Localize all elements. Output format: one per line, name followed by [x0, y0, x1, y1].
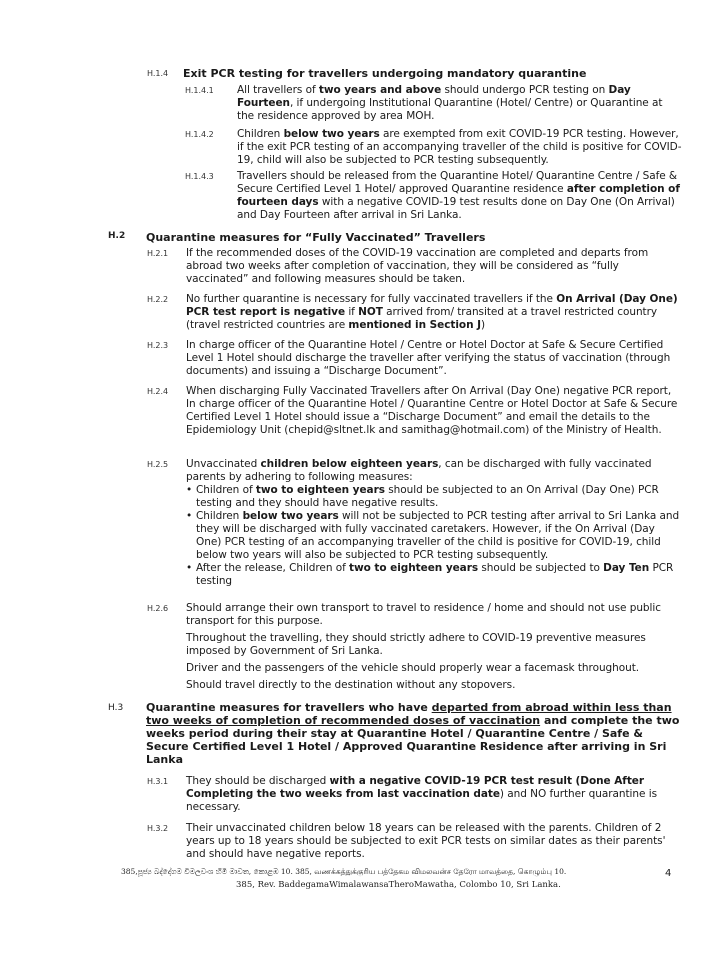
item-number: H.2.2 — [147, 295, 169, 304]
section-number: H.1.4 — [147, 69, 169, 78]
paragraph: They should be discharged with a negative COVID-19 PCR test result (Done After Completing the two weeks from last vaccination date) and NO further quarantine is necessary. — [186, 775, 657, 813]
item-number: H.2.5 — [147, 460, 169, 469]
paragraph: Children below two years are exempted from exit COVID-19 PCR testing. However, if the exit PCR testing of an accompanying traveller of the child is positive for COVID-19, child will also be subjected to PCR testing subsequently. — [237, 128, 682, 166]
bullet-list — [186, 484, 682, 588]
paragraph: In charge officer of the Quarantine Hotel / Centre or Hotel Doctor at Safe & Secure Certified Level 1 Hotel should discharge the traveller after verifying the status of vaccination (through documents) and issuing a “Discharge Document”. — [186, 339, 671, 377]
item-number: H.2.4 — [147, 387, 169, 396]
item-number: H.3.2 — [147, 824, 169, 833]
item-number: H.2.6 — [147, 604, 169, 613]
item-number: H.3.1 — [147, 777, 169, 786]
footer-address-english: 385, Rev. BaddegamaWimalawansaTheroMawatha, Colombo 10, Sri Lanka. — [236, 880, 561, 890]
paragraph: Travellers should be released from the Quarantine Hotel/ Quarantine Centre / Safe & Secure Certified Level 1 Hotel/ approved Quarantine residence after completion of fourteen days with a negative COVID-19 test results done on Day One (On Arrival) and Day Fourteen after arrival in Sri Lanka. — [237, 170, 680, 221]
item-number: H.1.4.2 — [185, 130, 214, 139]
paragraph: If the recommended doses of the COVID-19 vaccination are completed and departs from abroad two weeks after completion of vaccination, they will be considered as “fully vaccinated” and following measures should be taken. — [186, 247, 649, 285]
paragraph: No further quarantine is necessary for fully vaccinated travellers if the On Arrival (Day One) PCR test report is negative if NOT arrived from/ transited at a travel restricted country (travel restricted countries are mentioned in Section J) — [186, 293, 678, 331]
item-number: H.2.1 — [147, 249, 169, 258]
item-number: H.1.4.3 — [185, 172, 214, 181]
section-number: H.3 — [108, 703, 124, 713]
section-number: H.2 — [108, 231, 126, 241]
list-item: • After the release, Children of two to eighteen years should be subjected to Day Ten PCR testing — [186, 562, 682, 588]
paragraph: Should arrange their own transport to travel to residence / home and should not use public transport for this purpose. Throughout the travelling, they should strictly adhere to COVID-19 preventive measures imposed by Government of Sri Lanka. Driver and the passengers of the vehicle should properly wear a facemask throughout. Should travel directly to the destination without any stopovers. — [186, 602, 661, 691]
paragraph: Their unvaccinated children below 18 years can be released with the parents. Children of 2 years up to 18 years should be subjected to exit PCR tests on similar dates as their parents' and should have negative reports. — [186, 822, 666, 860]
item-number: H.2.3 — [147, 341, 169, 350]
section-heading: Quarantine measures for travellers who have departed from abroad within less than two weeks of completion of recommended doses of vaccination and complete the two weeks period during their stay at Quarantine Hotel / Quarantine Centre / Safe & Secure Certified Level 1 Hotel / Approved Quarantine Residence after arriving in Sri Lanka — [146, 701, 680, 766]
page-number: 4 — [665, 868, 672, 879]
footer-address-local: 385,පූජ්‍ය බද්දේගම විමලවංශ හිමි මාවත, කොළඹ 10. 385, வணக்கத்துக்குரிய பத்தேகம விமலவன்ச தேரோ மாவத்தை, கொழும்பு 10. — [121, 867, 567, 876]
paragraph: All travellers of two years and above should undergo PCR testing on Day Fourteen, if undergoing Institutional Quarantine (Hotel/ Centre) or Quarantine at the residence approved by area MOH. — [237, 84, 663, 122]
paragraph: Unvaccinated children below eighteen years, can be discharged with fully vaccinated parents by adhering to following measures: • Children of two to eighteen years should be subjected to an On Arrival (Day One) PCR testing and they should have negative results. • Children below two years will not be subjected to PCR testing after arrival to Sri Lanka and they will be discharged with fully vaccinated caretakers. However, if the On Arrival (Day One) PCR testing of an accompanying traveller of the child is positive for COVID-19, child below two years will also be subjected to PCR testing subsequently. • After the release, Children of two to eighteen years should be subjected to Day Ten PCR testing — [186, 458, 682, 588]
item-number: H.1.4.1 — [185, 86, 214, 95]
paragraph: When discharging Fully Vaccinated Travellers after On Arrival (Day One) negative PCR report, In charge officer of the Quarantine Hotel / Quarantine Centre or Hotel Doctor at Safe & Secure Certified Level 1 Hotel should issue a “Discharge Document” and email the details to the Epidemiology Unit (chepid@sltnet.lk and samithag@hotmail.com) of the Ministry of Health. — [186, 385, 678, 436]
list-item: • Children below two years will not be subjected to PCR testing after arrival to Sri Lanka and they will be discharged with fully vaccinated caretakers. However, if the On Arrival (Day One) PCR testing of an accompanying traveller of the child is positive for COVID-19, child below two years will also be subjected to PCR testing subsequently. — [186, 510, 682, 562]
section-heading: Quarantine measures for “Fully Vaccinated” Travellers — [146, 231, 486, 244]
section-heading: Exit PCR testing for travellers undergoing mandatory quarantine — [183, 67, 587, 80]
list-item: • Children of two to eighteen years should be subjected to an On Arrival (Day One) PCR testing and they should have negative results. — [186, 484, 682, 510]
